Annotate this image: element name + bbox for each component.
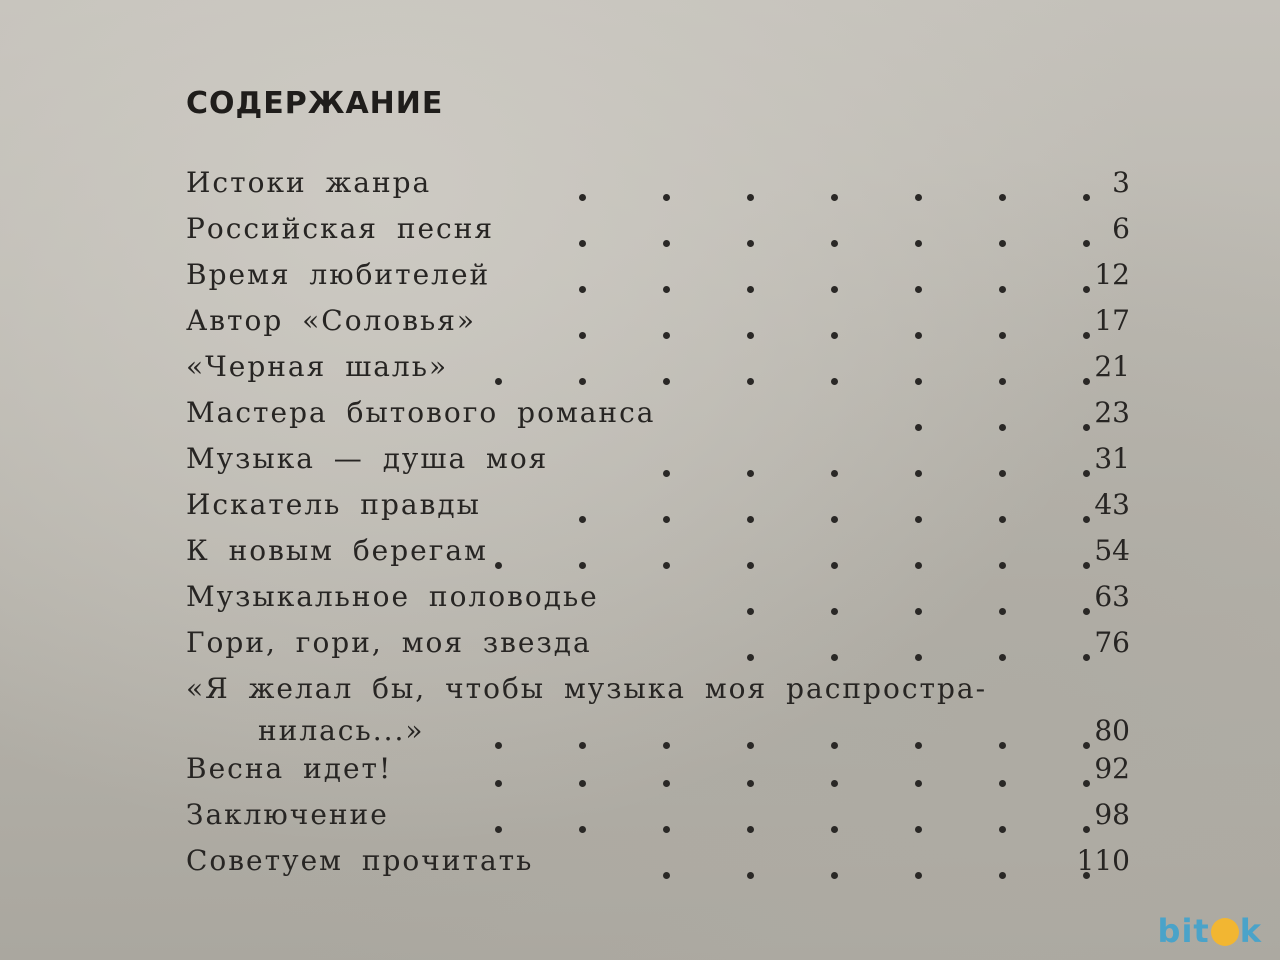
watermark-text-left: bit bbox=[1157, 912, 1210, 950]
toc-entry-page-number: 54 bbox=[1094, 534, 1130, 567]
leader-dot bbox=[747, 608, 754, 615]
leader-dot bbox=[831, 378, 838, 385]
toc-entry-label: Время любителей bbox=[186, 258, 491, 291]
leader-dot bbox=[915, 332, 922, 339]
leader-dot bbox=[579, 742, 586, 749]
toc-leader-dots bbox=[670, 654, 1090, 662]
leader-dot bbox=[1083, 516, 1090, 523]
leader-dot bbox=[831, 608, 838, 615]
toc-leader-dots bbox=[670, 608, 1090, 616]
leader-dot bbox=[579, 780, 586, 787]
leader-dot bbox=[915, 608, 922, 615]
leader-dot bbox=[999, 562, 1006, 569]
toc-entry-label: Автор «Соловья» bbox=[186, 304, 476, 337]
leader-dot bbox=[999, 332, 1006, 339]
toc-entry-label: Советуем прочитать bbox=[186, 844, 534, 877]
leader-dot bbox=[999, 378, 1006, 385]
toc-entry-page-number: 21 bbox=[1094, 350, 1130, 383]
toc-entry bbox=[186, 798, 1130, 838]
watermark-text-right: k bbox=[1239, 912, 1262, 950]
leader-dot bbox=[495, 780, 502, 787]
toc-leader-dots bbox=[502, 516, 1090, 524]
toc-entry-label: Музыка — душа моя bbox=[186, 442, 549, 475]
toc-entry-page-number: 6 bbox=[1112, 212, 1130, 245]
leader-dot bbox=[999, 742, 1006, 749]
site-watermark-logo bbox=[1158, 912, 1262, 950]
leader-dot bbox=[663, 240, 670, 247]
toc-entry bbox=[186, 534, 1130, 574]
toc-entry bbox=[186, 488, 1130, 528]
leader-dot bbox=[999, 608, 1006, 615]
toc-leader-dots bbox=[586, 872, 1090, 880]
coin-icon bbox=[1211, 918, 1239, 946]
leader-dot bbox=[999, 780, 1006, 787]
leader-dot bbox=[495, 742, 502, 749]
leader-dot bbox=[747, 742, 754, 749]
leader-dot bbox=[1083, 608, 1090, 615]
leader-dot bbox=[1083, 826, 1090, 833]
leader-dot bbox=[831, 286, 838, 293]
toc-leader-dots bbox=[502, 332, 1090, 340]
leader-dot bbox=[663, 562, 670, 569]
toc-entry bbox=[186, 396, 1130, 436]
toc-entry-label: Истоки жанра bbox=[186, 166, 432, 199]
toc-entry-label: «Я желал бы, чтобы музыка моя распростра- bbox=[186, 672, 988, 705]
leader-dot bbox=[1083, 742, 1090, 749]
leader-dot bbox=[579, 194, 586, 201]
leader-dot bbox=[747, 562, 754, 569]
leader-dot bbox=[915, 286, 922, 293]
toc-leader-dots bbox=[838, 424, 1090, 432]
leader-dot bbox=[831, 562, 838, 569]
leader-dot bbox=[999, 470, 1006, 477]
leader-dot bbox=[747, 780, 754, 787]
toc-entry bbox=[186, 752, 1130, 792]
leader-dot bbox=[999, 872, 1006, 879]
leader-dot bbox=[747, 826, 754, 833]
toc-entry-label: Искатель правды bbox=[186, 488, 481, 521]
leader-dot bbox=[663, 742, 670, 749]
leader-dot bbox=[579, 286, 586, 293]
toc-leader-dots bbox=[586, 470, 1090, 478]
leader-dot bbox=[915, 654, 922, 661]
toc-entry-label: К новым берегам bbox=[186, 534, 488, 567]
toc-entry bbox=[186, 212, 1130, 252]
leader-dot bbox=[663, 286, 670, 293]
leader-dot bbox=[915, 780, 922, 787]
leader-dot bbox=[1083, 194, 1090, 201]
leader-dot bbox=[999, 286, 1006, 293]
toc-entry bbox=[186, 350, 1130, 390]
leader-dot bbox=[1083, 332, 1090, 339]
leader-dot bbox=[747, 332, 754, 339]
toc-entry-page-number: 12 bbox=[1094, 258, 1130, 291]
leader-dot bbox=[579, 332, 586, 339]
leader-dot bbox=[579, 516, 586, 523]
toc-entry-label: Заключение bbox=[186, 798, 389, 831]
leader-dot bbox=[999, 424, 1006, 431]
leader-dot bbox=[663, 872, 670, 879]
leader-dot bbox=[495, 562, 502, 569]
leader-dot bbox=[999, 194, 1006, 201]
leader-dot bbox=[579, 378, 586, 385]
leader-dot bbox=[831, 516, 838, 523]
leader-dot bbox=[999, 516, 1006, 523]
toc-leader-dots bbox=[418, 562, 1090, 570]
toc-leader-dots bbox=[502, 240, 1090, 248]
toc-entry-page-number: 110 bbox=[1076, 844, 1130, 877]
toc-entry bbox=[186, 258, 1130, 298]
leader-dot bbox=[999, 826, 1006, 833]
toc-entry-label: Гори, гори, моя звезда bbox=[186, 626, 592, 659]
leader-dot bbox=[1083, 780, 1090, 787]
toc-entry-page-number: 43 bbox=[1094, 488, 1130, 521]
leader-dot bbox=[747, 378, 754, 385]
toc-entry bbox=[186, 844, 1130, 884]
leader-dot bbox=[663, 780, 670, 787]
leader-dot bbox=[747, 654, 754, 661]
toc-leader-dots bbox=[418, 378, 1090, 386]
leader-dot bbox=[663, 470, 670, 477]
toc-title: СОДЕРЖАНИЕ bbox=[186, 86, 444, 121]
leader-dot bbox=[831, 240, 838, 247]
leader-dot bbox=[495, 826, 502, 833]
toc-entry-label: Мастера бытового романса bbox=[186, 396, 656, 429]
toc-leader-dots bbox=[418, 826, 1090, 834]
leader-dot bbox=[831, 332, 838, 339]
leader-dot bbox=[831, 872, 838, 879]
toc-entry bbox=[186, 442, 1130, 482]
toc-entry-page-number: 17 bbox=[1094, 304, 1130, 337]
toc-entry-page-number: 98 bbox=[1094, 798, 1130, 831]
leader-dot bbox=[663, 378, 670, 385]
leader-dot bbox=[1083, 378, 1090, 385]
toc-entry-page-number: 31 bbox=[1094, 442, 1130, 475]
leader-dot bbox=[1083, 424, 1090, 431]
leader-dot bbox=[831, 780, 838, 787]
leader-dot bbox=[747, 516, 754, 523]
toc-leader-dots bbox=[418, 742, 1090, 750]
toc-entry-page-number: 92 bbox=[1094, 752, 1130, 785]
toc-entry-label-continued: нилась...» bbox=[258, 714, 425, 747]
leader-dot bbox=[1083, 470, 1090, 477]
leader-dot bbox=[579, 562, 586, 569]
leader-dot bbox=[915, 194, 922, 201]
leader-dot bbox=[915, 240, 922, 247]
toc-entry-page-number: 76 bbox=[1094, 626, 1130, 659]
toc-entry-label: Музыкальное половодье bbox=[186, 580, 599, 613]
leader-dot bbox=[663, 194, 670, 201]
leader-dot bbox=[747, 286, 754, 293]
leader-dot bbox=[915, 470, 922, 477]
leader-dot bbox=[831, 826, 838, 833]
leader-dot bbox=[831, 470, 838, 477]
toc-entry bbox=[186, 166, 1130, 206]
toc-leader-dots bbox=[502, 286, 1090, 294]
leader-dot bbox=[1083, 654, 1090, 661]
leader-dot bbox=[831, 742, 838, 749]
leader-dot bbox=[1083, 240, 1090, 247]
leader-dot bbox=[915, 826, 922, 833]
leader-dot bbox=[915, 516, 922, 523]
toc-entry-page-number: 63 bbox=[1094, 580, 1130, 613]
toc-entry bbox=[186, 304, 1130, 344]
leader-dot bbox=[747, 470, 754, 477]
toc-entry-label: Российская песня bbox=[186, 212, 495, 245]
leader-dot bbox=[915, 742, 922, 749]
leader-dot bbox=[747, 194, 754, 201]
toc-leader-dots bbox=[418, 780, 1090, 788]
toc-entry-label: «Черная шаль» bbox=[186, 350, 449, 383]
leader-dot bbox=[831, 654, 838, 661]
toc-entry-page-number: 3 bbox=[1112, 166, 1130, 199]
leader-dot bbox=[831, 194, 838, 201]
leader-dot bbox=[1083, 286, 1090, 293]
leader-dot bbox=[579, 826, 586, 833]
leader-dot bbox=[663, 332, 670, 339]
leader-dot bbox=[747, 240, 754, 247]
leader-dot bbox=[579, 240, 586, 247]
toc-entry bbox=[186, 672, 1130, 752]
leader-dot bbox=[915, 562, 922, 569]
leader-dot bbox=[999, 240, 1006, 247]
toc-entry-page-number: 80 bbox=[1094, 714, 1130, 747]
toc-entry bbox=[186, 626, 1130, 666]
leader-dot bbox=[999, 654, 1006, 661]
toc-entry bbox=[186, 580, 1130, 620]
leader-dot bbox=[495, 378, 502, 385]
leader-dot bbox=[747, 872, 754, 879]
leader-dot bbox=[915, 872, 922, 879]
toc-entry-page-number: 23 bbox=[1094, 396, 1130, 429]
toc-leader-dots bbox=[502, 194, 1090, 202]
leader-dot bbox=[1083, 562, 1090, 569]
leader-dot bbox=[915, 378, 922, 385]
leader-dot bbox=[663, 516, 670, 523]
toc-entry-label: Весна идет! bbox=[186, 752, 393, 785]
leader-dot bbox=[915, 424, 922, 431]
leader-dot bbox=[663, 826, 670, 833]
